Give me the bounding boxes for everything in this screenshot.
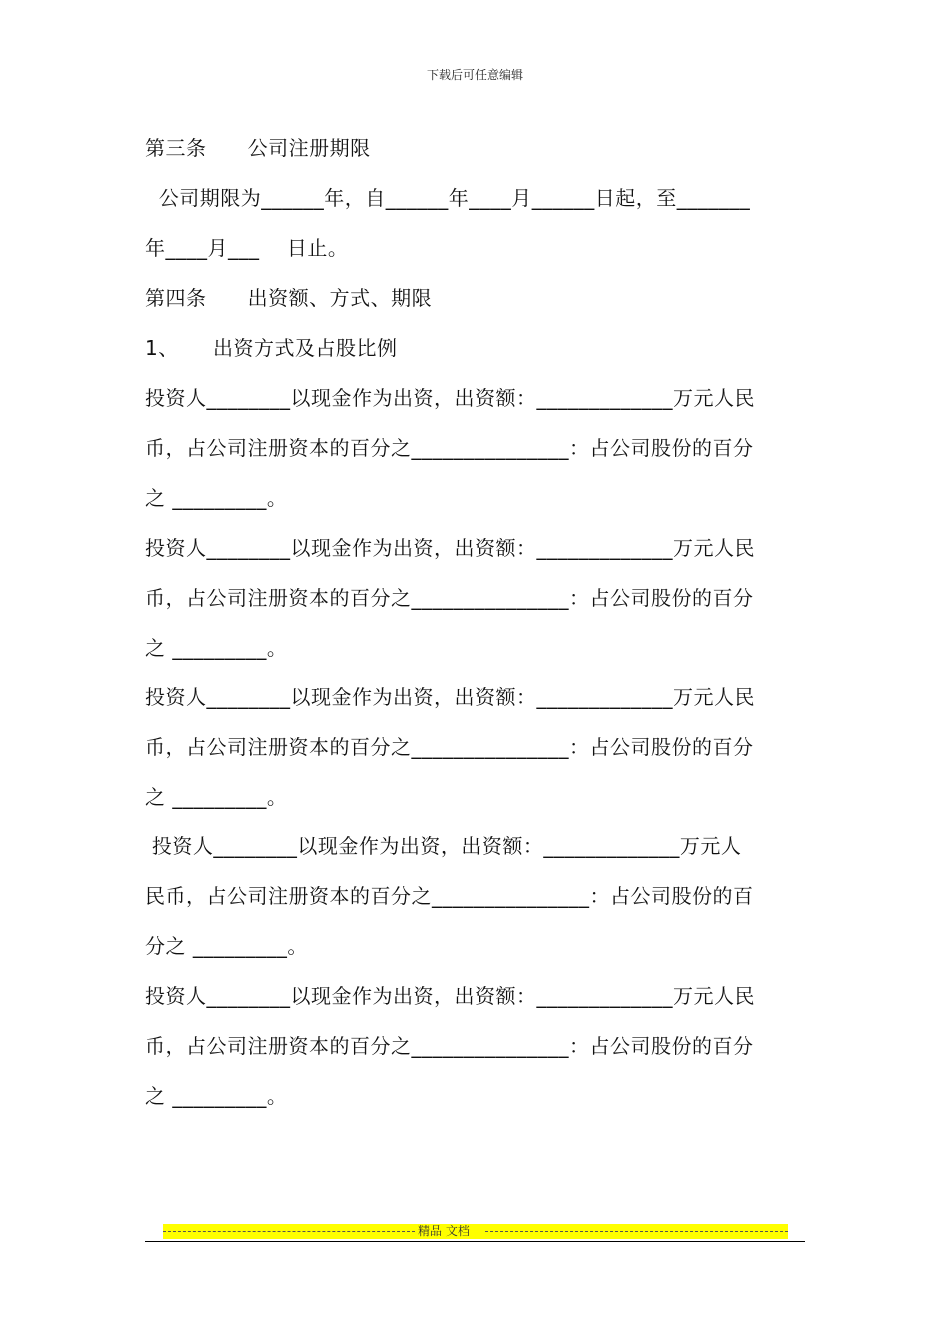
investor-5-line-1: 投资人________以现金作为出资，出资额：_____________万元人民	[145, 984, 755, 1008]
footer-dash-left	[163, 1231, 415, 1232]
footer-dash-right	[485, 1231, 788, 1232]
article-3-term-line-2: 年____月___ 日止。	[145, 236, 349, 260]
footer-rule	[145, 1241, 805, 1242]
investor-4-line-1: 投资人________以现金作为出资，出资额：_____________万元人	[145, 834, 742, 858]
investor-4-line-2: 民币，占公司注册资本的百分之_______________：占公司股份的百	[145, 884, 754, 908]
investor-1-line-1: 投资人________以现金作为出资，出资额：_____________万元人民	[145, 386, 755, 410]
article-4-title: 第四条 出资额、方式、期限	[145, 286, 433, 310]
investor-2-line-2: 币，占公司注册资本的百分之_______________：占公司股份的百分	[145, 586, 754, 610]
article-3-term-line-1: 公司期限为______年，自______年____月______日起，至_______	[145, 186, 751, 210]
investor-3-line-1: 投资人________以现金作为出资，出资额：_____________万元人民	[145, 685, 755, 709]
investor-2-line-1: 投资人________以现金作为出资，出资额：_____________万元人民	[145, 536, 755, 560]
page-header: 下载后可任意编辑	[426, 68, 523, 82]
article-4-item-1: 1、 出资方式及占股比例	[145, 336, 398, 360]
investor-3-line-2: 币，占公司注册资本的百分之_______________：占公司股份的百分	[145, 735, 754, 759]
investor-2-line-3: 之 _________。	[145, 636, 288, 660]
footer-label: 精品 文档	[418, 1224, 470, 1238]
investor-4-line-3: 分之 _________。	[145, 934, 308, 958]
article-3-title: 第三条 公司注册期限	[145, 136, 371, 160]
footer-banner	[163, 1224, 788, 1239]
investor-5-line-3: 之 _________。	[145, 1084, 288, 1108]
investor-1-line-3: 之 _________。	[145, 486, 288, 510]
investor-5-line-2: 币，占公司注册资本的百分之_______________：占公司股份的百分	[145, 1034, 754, 1058]
investor-3-line-3: 之 _________。	[145, 785, 288, 809]
investor-1-line-2: 币，占公司注册资本的百分之_______________：占公司股份的百分	[145, 436, 754, 460]
